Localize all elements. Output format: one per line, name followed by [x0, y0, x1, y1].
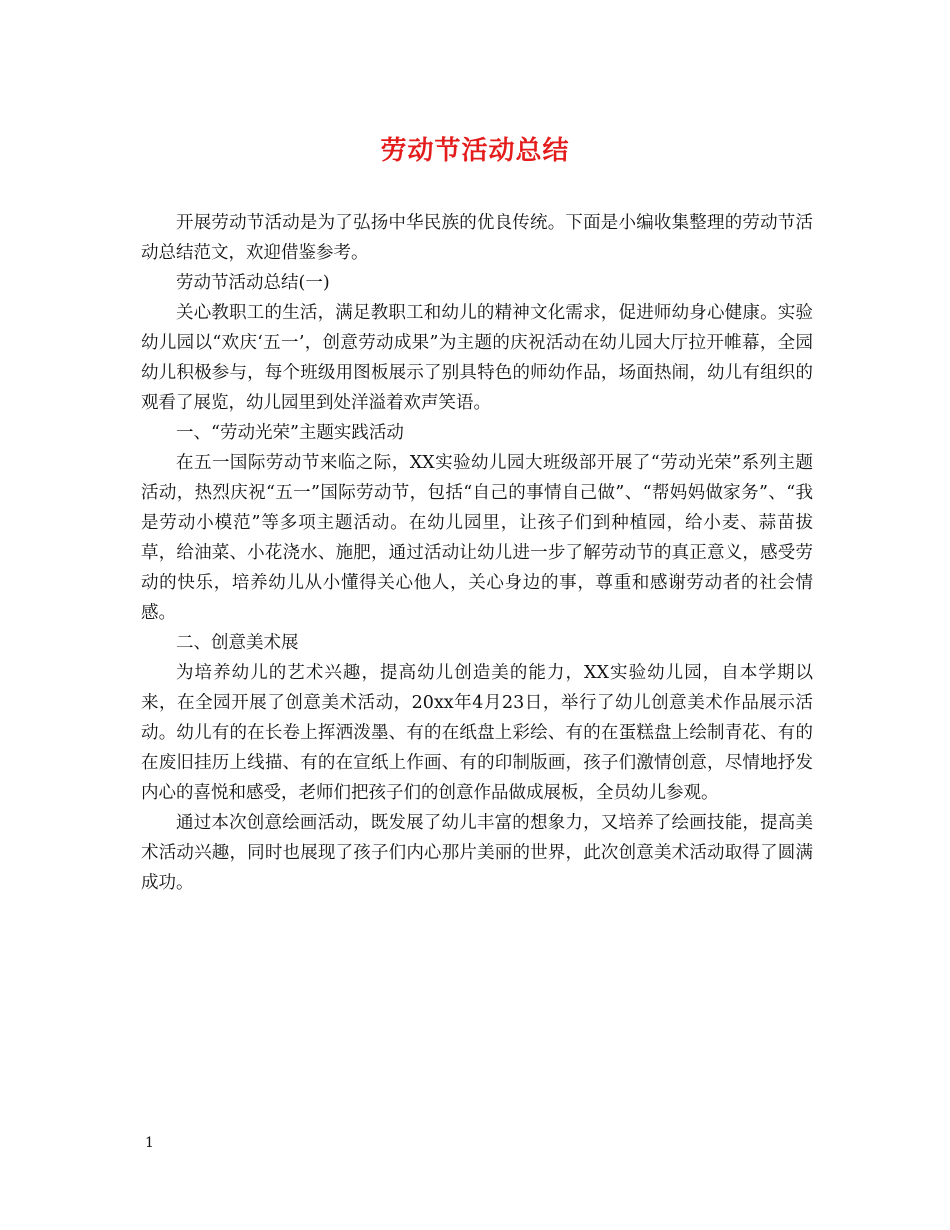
page-number: 1: [145, 1135, 154, 1151]
body-paragraph: 在五一国际劳动节来临之际，XX实验幼儿园大班级部开展了“劳动光荣”系列主题活动，热烈庆祝“五一”国际劳动节，包括“自己的事情自己做”、“帮妈妈做家务”、“我是劳动小模范”等多项主题活动。在幼儿园里，让孩子们到种植园，给小麦、蒜苗拔草，给油菜、小花浇水、施肥，通过活动让幼儿进一步了解劳动节的真正意义，感受劳动的快乐，培养幼儿从小懂得关心他人，关心身边的事，尊重和感谢劳动者的社会情感。: [141, 453, 813, 623]
body-paragraph: 关心教职工的生活，满足教职工和幼儿的精神文化需求，促进师幼身心健康。实验幼儿园以“欢庆‘五一’，创意劳动成果”为主题的庆祝活动在幼儿园大厅拉开帷幕，全园幼儿积极参与，每个班级用图板展示了别具特色的师幼作品，场面热闹，幼儿有组织的观看了展览，幼儿园里到处洋溢着欢声笑语。: [141, 303, 813, 413]
section-heading-labor-glory: 一、“劳动光荣”主题实践活动: [176, 423, 404, 443]
document-title: 劳动节活动总结: [380, 136, 570, 166]
section-heading-summary-one: 劳动节活动总结(一): [176, 273, 330, 293]
body-paragraph: 为培养幼儿的艺术兴趣，提高幼儿创造美的能力，XX实验幼儿园，自本学期以来，在全园开展了创意美术活动，20xx年4月23日，举行了幼儿创意美术作品展示活动。幼儿有的在长卷上挥洒泼墨、有的在纸盘上彩绘、有的在蛋糕盘上绘制青花、有的在废旧挂历上线描、有的在宣纸上作画、有的印制版画，孩子们激情创意，尽情地抒发内心的喜悦和感受，老师们把孩子们的创意作品做成展板，全员幼儿参观。: [141, 663, 813, 803]
section-heading-art-exhibition: 二、创意美术展: [176, 633, 299, 653]
closing-paragraph: 通过本次创意绘画活动，既发展了幼儿丰富的想象力，又培养了绘画技能，提高美术活动兴趣，同时也展现了孩子们内心那片美丽的世界，此次创意美术活动取得了圆满成功。: [141, 813, 813, 893]
document-body: [141, 208, 813, 898]
intro-paragraph: 开展劳动节活动是为了弘扬中华民族的优良传统。下面是小编收集整理的劳动节活动总结范文，欢迎借鉴参考。: [141, 213, 813, 263]
